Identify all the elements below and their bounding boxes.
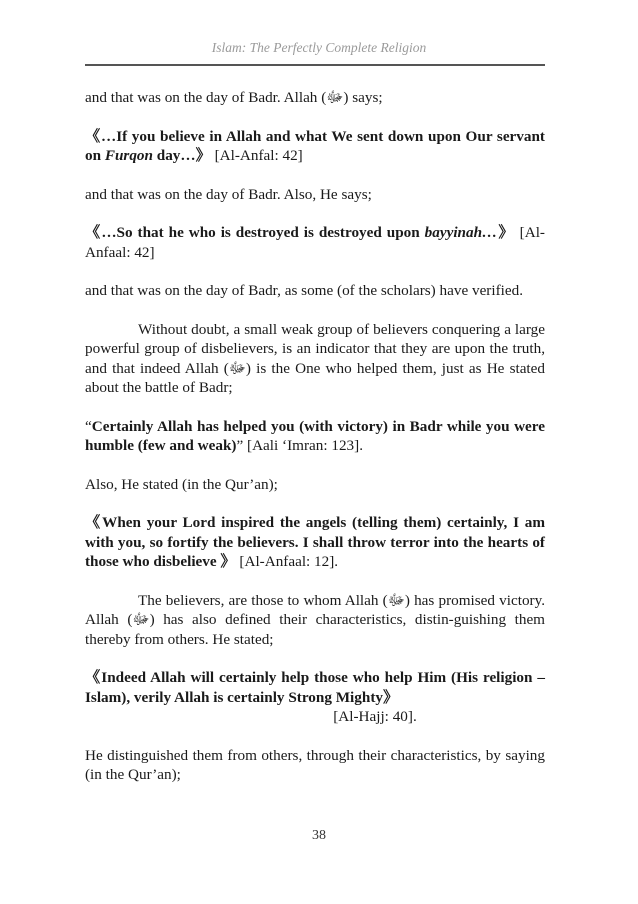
quote-1-open: 《…If you believe in Allah and what We sent down upon Our servant on bbox=[85, 127, 545, 164]
quote-5-reference: [Al-Hajj: 40]. bbox=[333, 708, 417, 725]
quote-3-reference: [Aali ‘Imran: 123]. bbox=[243, 437, 363, 454]
quote-3-close: ” bbox=[236, 437, 244, 454]
header-rule bbox=[85, 64, 545, 66]
quote-5 bbox=[85, 668, 545, 727]
running-header: Islam: The Perfectly Complete Religion bbox=[211, 40, 427, 55]
quote-2 bbox=[85, 223, 545, 262]
quote-4-reference: [Al-Anfaal: 12]. bbox=[235, 553, 339, 570]
paragraph-3: and that was on the day of Badr, as some (of the scholars) have verified. bbox=[85, 282, 523, 299]
page-number: 38 bbox=[312, 828, 326, 843]
quote-3-text: Certainly Allah has helped you (with victory) in Badr while you were humble (few and weak) bbox=[85, 417, 545, 454]
quote-3 bbox=[85, 417, 545, 456]
paragraph-5: Also, He stated (in the Qur’an); bbox=[85, 475, 278, 493]
quote-1-reference: [Al-Anfal: 42] bbox=[210, 147, 303, 164]
quote-5-text: 《Indeed Allah will certainly help those who help Him (His religion – Islam), verily Allah is certainly Strong Mighty》 bbox=[85, 669, 545, 706]
quote-1-close: day…》 bbox=[152, 147, 211, 164]
paragraph-2: and that was on the day of Badr. Also, He says; bbox=[85, 185, 372, 203]
quote-2-italic: bayyinah… bbox=[424, 224, 498, 241]
quote-2-reference: [Al-Anfaal: 42] bbox=[85, 224, 545, 261]
quote-1 bbox=[85, 127, 545, 166]
paragraph-1: and that was on the day of Badr. Allah (ﷻ) says; bbox=[85, 89, 383, 106]
quote-4 bbox=[85, 513, 545, 572]
page-body bbox=[85, 88, 545, 804]
quote-3-open: “ bbox=[85, 417, 92, 435]
quote-2-open: 《…So that he who is destroyed is destroyed upon bbox=[85, 224, 425, 241]
quote-2-close: 》 bbox=[497, 224, 515, 241]
paragraph-4: Without doubt, a small weak group of believers conquering a large powerful group of disbelievers, is an indicator that they are upon the truth, and that indeed Allah (ﷻ) is the One who helped them, just as He stated about the battle of Badr; bbox=[85, 320, 545, 396]
quote-4-text: 《When your Lord inspired the angels (telling them) certainly, I am with you, so fortify the believers. I shall throw terror into the hearts of those who disbelieve 》 bbox=[85, 514, 545, 570]
paragraph-6: The believers, are those to whom Allah (ﷻ) has promised victory. Allah (ﷻ) has also defined their characteristics, distin-guishing them thereby from others. He stated; bbox=[85, 591, 545, 648]
paragraph-7: He distinguished them from others, through their characteristics, by saying (in the Qur’an); bbox=[85, 746, 545, 783]
quote-1-italic: Furqon bbox=[104, 147, 153, 164]
